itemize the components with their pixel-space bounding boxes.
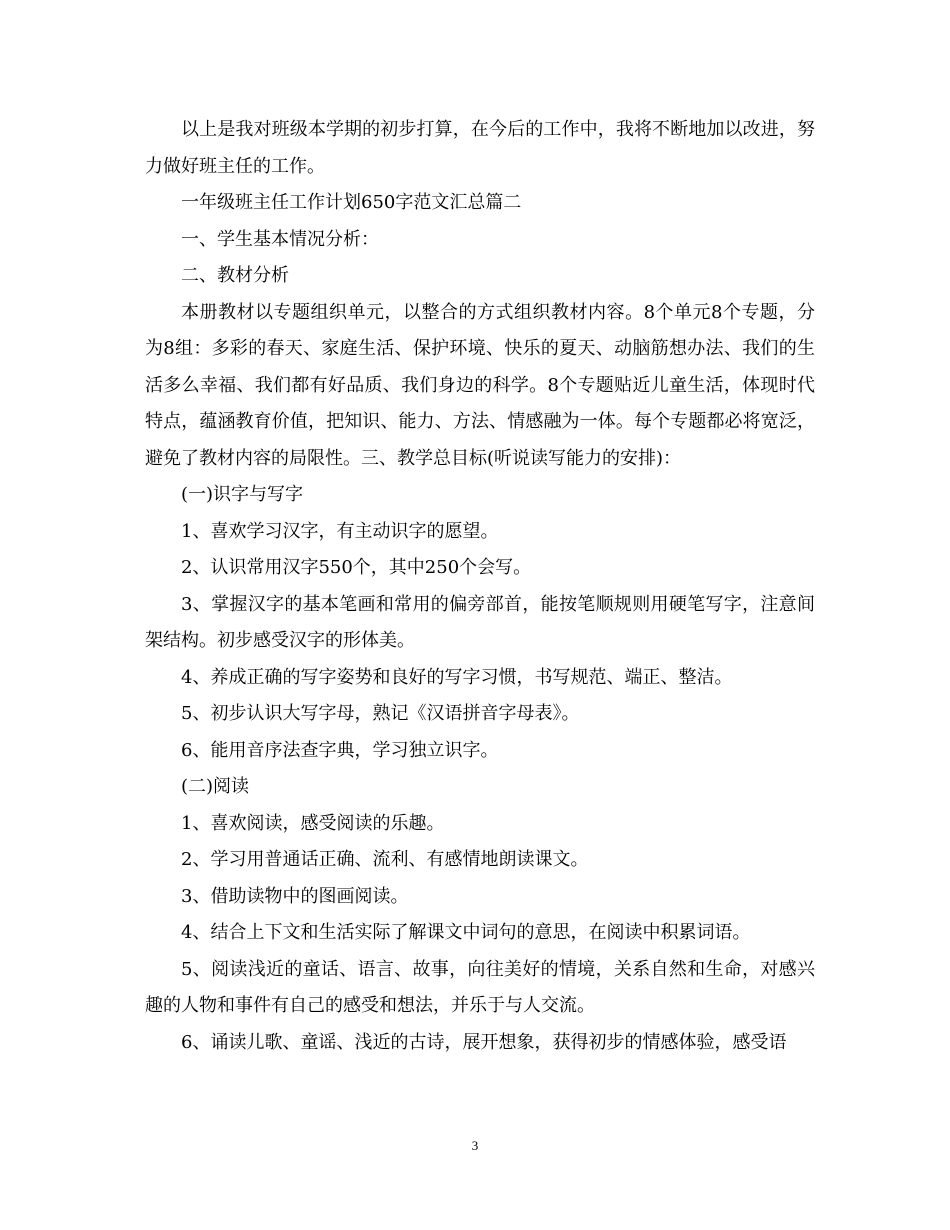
section-heading: 一年级班主任工作计划650字范文汇总篇二	[181, 192, 522, 213]
list-item: 3、借助读物中的图画阅读。	[181, 885, 409, 907]
paragraph: 以上是我对班级本学期的初步打算，在今后的工作中，我将不断地加以改进，努力做好班主任的工作。	[145, 119, 815, 177]
page-number: 3	[471, 1138, 479, 1153]
document-body	[145, 112, 815, 1061]
list-item: 5、初步认识大写字母，熟记《汉语拼音字母表》。	[181, 703, 580, 724]
subsection-heading: (一)识字与写字	[181, 484, 304, 505]
list-item: 3、掌握汉字的基本笔画和常用的偏旁部首，能按笔顺规则用硬笔写字，注意间架结构。初步感受汉字的形体美。	[145, 593, 815, 651]
subsection-heading: (二)阅读	[181, 776, 250, 797]
list-item: 4、结合上下文和生活实际了解课文中词句的意思，在阅读中积累词语。	[181, 922, 751, 943]
list-item: 4、养成正确的写字姿势和良好的写字习惯，书写规范、端正、整洁。	[181, 666, 733, 688]
list-item: 6、诵读儿歌、童谣、浅近的古诗，展开想象，获得初步的情感体验，感受语	[181, 1031, 787, 1053]
list-item: 6、能用音序法查字典，学习独立识字。	[181, 739, 499, 761]
list-item: 2、学习用普通话正确、流利、有感情地朗读课文。	[181, 849, 589, 870]
list-item: 1、喜欢学习汉字，有主动识字的愿望。	[181, 520, 499, 542]
list-item: 5、阅读浅近的童话、语言、故事，向往美好的情境，关系自然和生命，对感兴趣的人物和事件有自己的感受和想法，并乐于与人交流。	[145, 958, 815, 1016]
section-heading: 二、教材分析	[181, 265, 289, 286]
paragraph: 本册教材以专题组织单元，以整合的方式组织教材内容。8个单元8个专题，分为8组：多彩的春天、家庭生活、保护环境、快乐的夏天、动脑筋想办法、我们的生活多么幸福、我们都有好品质、我们身边的科学。8个专题贴近儿童生活，体现时代特点，蕴涵教育价值，把知识、能力、方法、情感融为一体。每个专题都必将宽泛，避免了教材内容的局限性。三、教学总目标(听说读写能力的安排)：	[145, 301, 815, 469]
list-item: 2、认识常用汉字550个，其中250个会写。	[181, 557, 532, 578]
section-heading: 一、学生基本情况分析：	[181, 228, 379, 250]
list-item: 1、喜欢阅读，感受阅读的乐趣。	[181, 812, 445, 834]
